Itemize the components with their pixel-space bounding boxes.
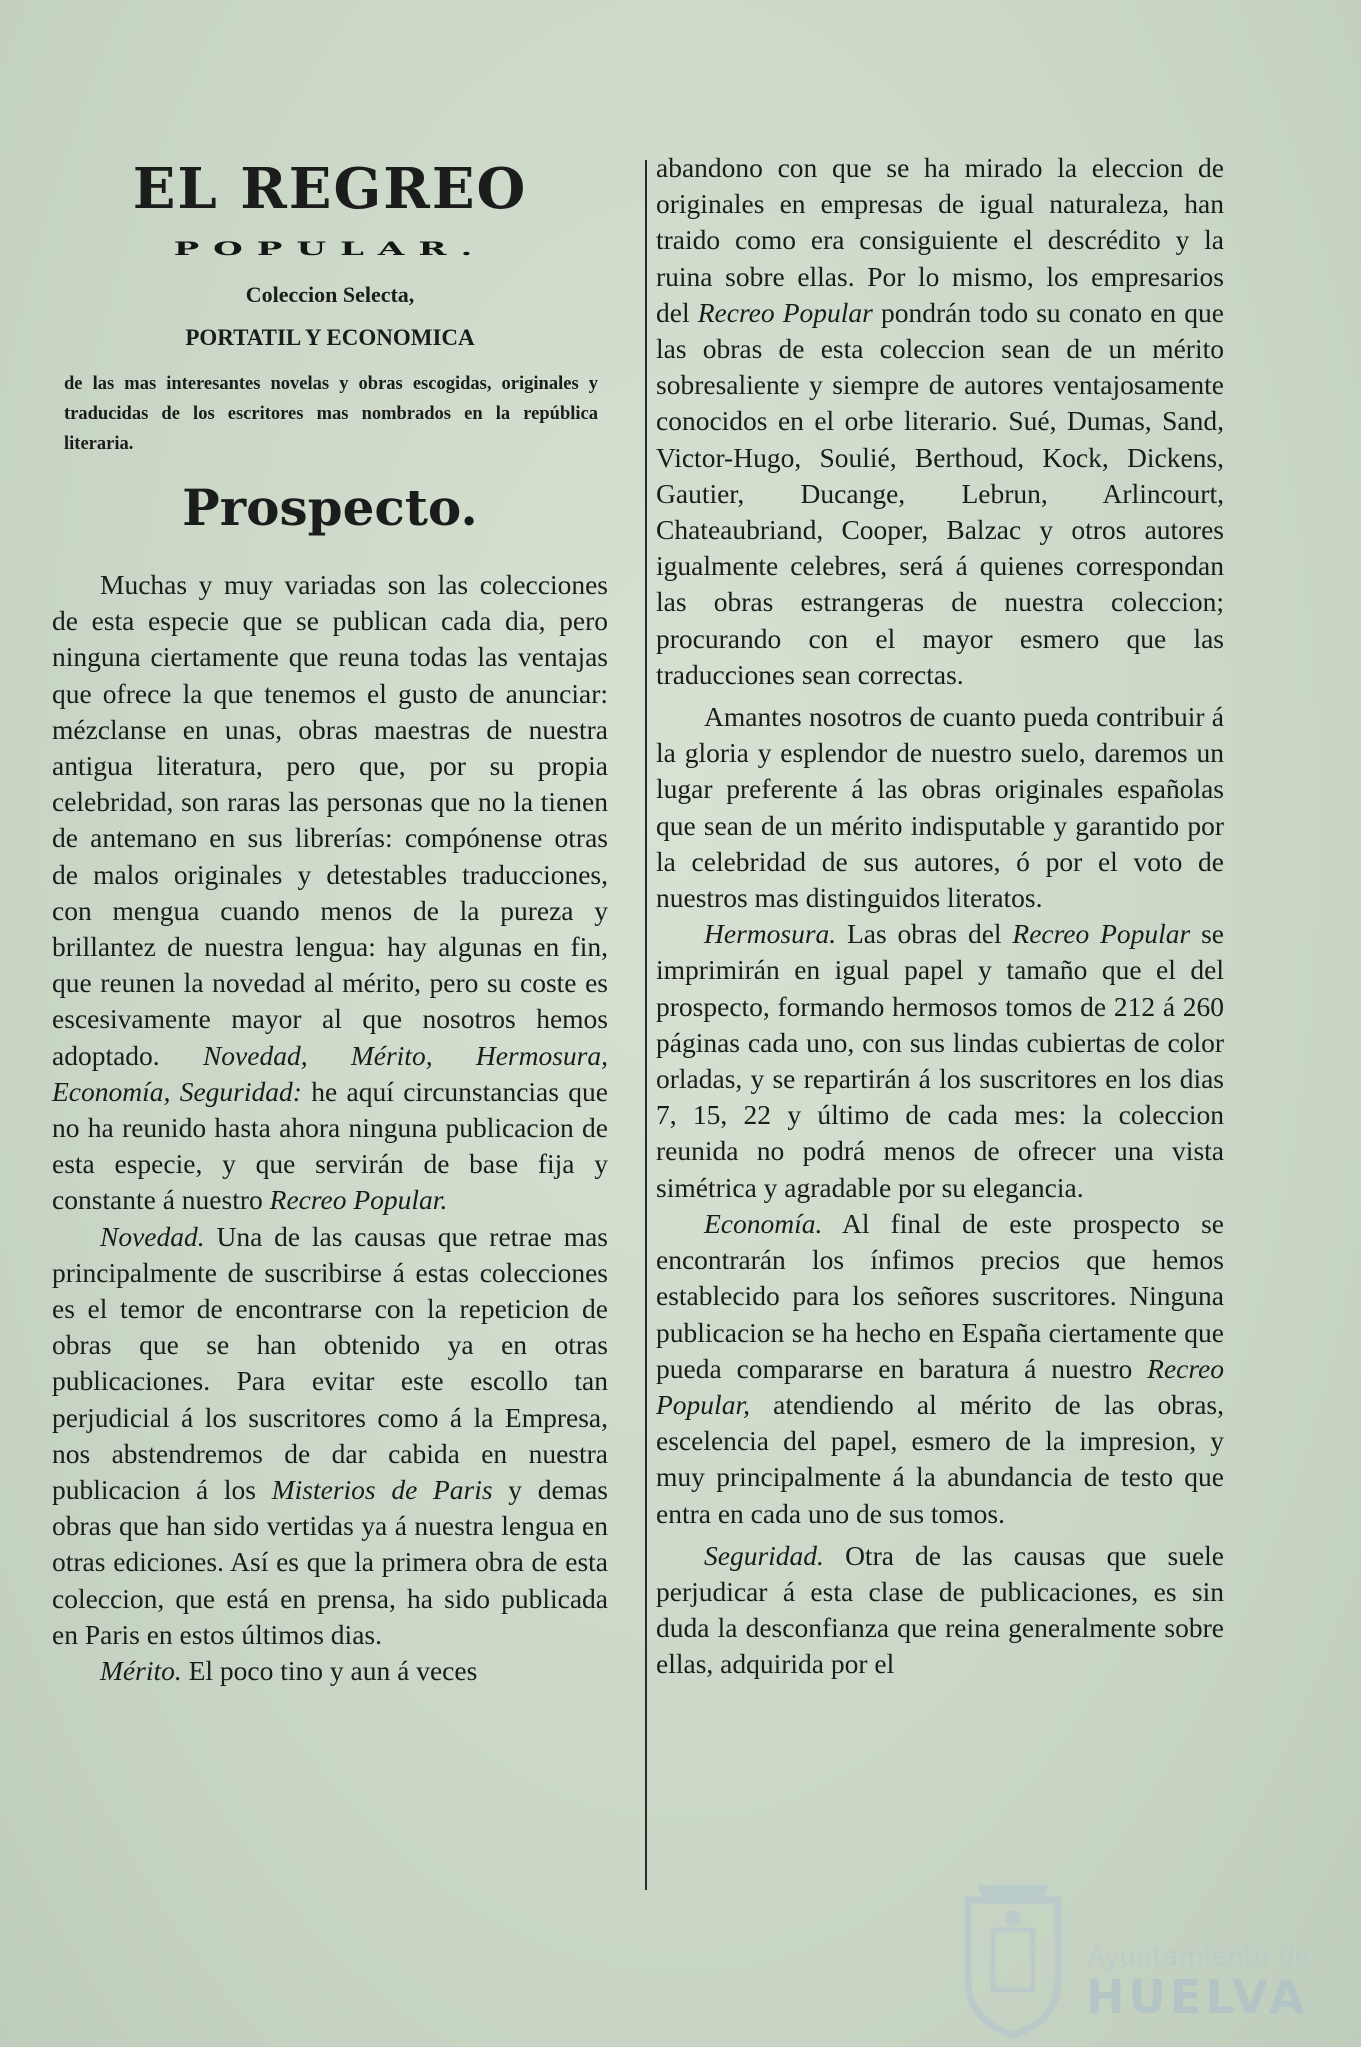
hermosura-text-b: se imprimirán en igual papel y tamaño que el del prospecto, formando hermosos tomos de 212 á 260 páginas cada uno, con sus lindas cubiertas de color orladas, y se repartirán á los suscritores en los dias 7, 15, 22 y último de cada mes: la coleccion reunida no podrá menos de ofrecer una vista simétrica y agradable por su elegancia. [656,918,1225,1203]
masthead-title: EL REGREO [132,156,528,222]
seguridad-paragraph [656,1538,1224,1683]
misterios-title: Misterios de Paris [271,1474,493,1506]
right-column [656,150,1224,1683]
watermark-line2: HUELVA [1086,1970,1309,2024]
coleccion-line: Coleccion Selecta, [245,282,415,307]
hermosura-text-a: Las obras del [847,918,1002,950]
intro-tail: he aquí circunstancias que no ha reunido hasta ahora ninguna publicacion de esta especie, y que servirán de base fija y constante á nuestro [52,1075,608,1216]
economia-lead: Economía. [704,1207,823,1239]
merito-text: El poco tino y aun á veces [188,1655,478,1687]
seguridad-text: Otra de las causas que suele perjudicar á esta clase de publicaciones, es sin duda la desconfianza que reina generalmente sobre ellas, adquirida por el [656,1539,1224,1680]
intro-title-ref: Recreo Popular. [269,1184,448,1216]
novedad-tail: y demas obras que han sido vertidas ya á nuestra lengua en otras ediciones. Así es que la primera obra de esta coleccion, que está en prensa, ha sido publicada en Paris en estos últimos dias. [52,1474,609,1650]
merito-continuation [656,150,1224,693]
novedad-lead: Novedad. [100,1220,205,1252]
recreo-title-ref-2: Recreo Popular [1012,918,1191,950]
novedad-text: Una de las causas que retrae mas principalmente de suscribirse á estas colecciones es el temor de encontrarse con la repeticion de obras que se han obtenido ya en otras publicaciones. Para evitar este escollo tan perjudicial á los suscritores como á la Empresa, nos abstendremos de dar cabida en nuestra publicacion á los [52,1220,608,1506]
merito-lead: Mérito. [100,1655,182,1687]
prospecto-heading: Prospecto. [182,478,478,537]
recreo-title-ref-1: Recreo Popular [697,296,873,328]
novedad-paragraph [52,1219,608,1653]
seguridad-lead: Seguridad. [704,1539,824,1571]
recreo-title-ref-3: Recreo Popular, [656,1352,1225,1420]
city-seal-icon [948,1870,1078,2040]
virtues-list: Novedad, Mérito, Hermosura, Economía, Seguridad: [52,1039,608,1107]
left-column [52,155,608,1689]
economia-paragraph [656,1206,1224,1532]
merito-cont-tail: pondrán todo su conato en que las obras de esta coleccion sean de un mérito sobresaliente y siempre de autores ventajosamente conocidos en el orbe literario. Sué, Dumas, Sand, Victor-Hugo, Soulié, Berthoud, Kock, Dickens, Gautier, Ducange, Lebrun, Arlincourt, Chateaubriand, Cooper, Balzac y otros autores igualmente celebres, será á quienes correspondan las obras estrangeras de nuestra coleccion; procurando con el mayor esmero que las traducciones sean correctas. [656,296,1224,690]
watermark-line1: Ayuntamiento de [1088,1942,1311,1972]
huelva-watermark [948,1870,1348,2040]
merito-cont-text: abandono con que se ha mirado la eleccion de originales en empresas de igual naturaleza, han traido como era consiguiente el descrédito y la ruina sobre ellas. Por lo mismo, los empresarios del [656,152,1224,328]
amantes-paragraph: Amantes nosotros de cuanto pueda contribuir á la gloria y esplendor de nuestro suelo, daremos un lugar preferente á las obras originales españolas que sean de un mérito indisputable y garantido por la celebridad de sus autores, ó por el voto de nuestros mas distinguidos literatos. [656,701,1224,914]
merito-paragraph-start [52,1653,608,1689]
masthead-description: de las mas interesantes novelas y obras escogidas, originales y traducidas de los escritores mas nombrados en la república literaria. [64,374,598,454]
masthead-subtitle: POPULAR. [173,238,487,260]
intro-text: Muchas y muy variadas son las colecciones de esta especie que se publican cada dia, pero ninguna ciertamente que reuna todas las ventajas que ofrece la que tenemos el gusto de anunciar: mézclanse en unas, obras maestras de nuestra antigua literatura, pero que, por su propia celebridad, son raras las personas que no la tienen de antemano en sus librerías: compónense otras de malos originales y detestables traducciones, con mengua cuando menos de la pureza y brillantez de nuestra lengua: hay algunas en fin, que reunen la novedad al mérito, pero su coste es escesivamente mayor al que nosotros hemos adoptado. [52,569,608,1071]
hermosura-lead: Hermosura. [704,918,837,950]
economia-text-a: Al final de este prospecto se encontrarán los ínfimos precios que hemos establecido para los señores suscritores. Ninguna publicacion se ha hecho en España ciertamente que pueda compararse en baratura á nuestro [656,1207,1224,1384]
hermosura-paragraph [656,916,1224,1206]
portatil-line: PORTATIL Y ECONOMICA [185,325,475,350]
column-divider [645,160,647,1890]
intro-paragraph [52,567,608,1219]
economia-text-b: atendiendo al mérito de las obras, escelencia del papel, esmero de la impresion, y muy principalmente á la abundancia de testo que entra en cada uno de sus tomos. [656,1388,1224,1529]
